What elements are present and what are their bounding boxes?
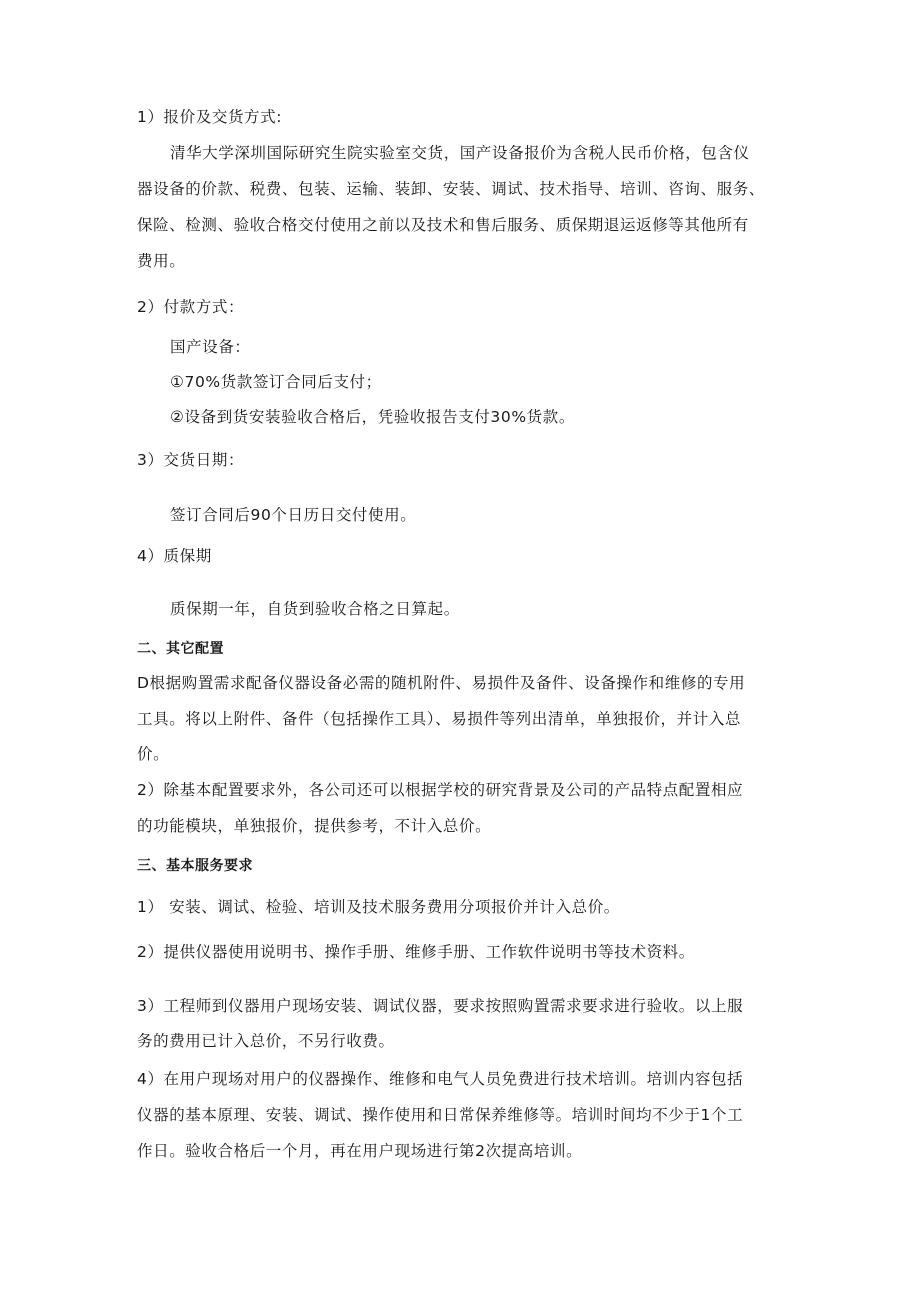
paragraph-line: 1） 安装、调试、检验、培训及技术服务费用分项报价并计入总价。	[137, 898, 620, 916]
paragraph-line: ②设备到货安装验收合格后，凭验收报告支付30%货款。	[170, 408, 575, 426]
paragraph-line: 作日。验收合格后一个月，再在用户现场进行第2次提高培训。	[137, 1142, 583, 1160]
paragraph-line: 保险、检测、验收合格交付使用之前以及技术和售后服务、质保期退运返修等其他所有	[137, 216, 749, 234]
paragraph-line: D根据购置需求配备仪器设备必需的随机附件、易损件及备件、设备操作和维修的专用	[137, 674, 746, 692]
paragraph-line: 2）除基本配置要求外，各公司还可以根据学校的研究背景及公司的产品特点配置相应	[137, 781, 744, 799]
paragraph-line: 的功能模块，单独报价，提供参考，不计入总价。	[137, 817, 492, 835]
paragraph-line: 器设备的价款、税费、包装、运输、装卸、安装、调试、技术指导、培训、咨询、服务、	[137, 180, 765, 198]
section-title-warranty: 4）质保期	[137, 547, 212, 565]
section-title-delivery: 3）交货日期：	[137, 451, 245, 469]
paragraph-line: 质保期一年，自货到验收合格之日算起。	[170, 600, 460, 618]
paragraph-line: 国产设备：	[170, 338, 251, 356]
paragraph-line: 签订合同后90个日历日交付使用。	[170, 506, 417, 524]
section-heading-other-config: 二、其它配置	[137, 641, 224, 657]
section-title-payment: 2）付款方式：	[137, 298, 245, 316]
paragraph-line: 3）工程师到仪器用户现场安装、调试仪器，要求按照购置需求要求进行验收。以上服	[137, 997, 744, 1015]
paragraph-line: 务的费用已计入总价，不另行收费。	[137, 1032, 395, 1050]
paragraph-line: 费用。	[137, 252, 186, 270]
paragraph-line: 2）提供仪器使用说明书、操作手册、维修手册、工作软件说明书等技术资料。	[137, 943, 695, 961]
section-heading-service: 三、基本服务要求	[137, 858, 253, 874]
paragraph-line: 清华大学深圳国际研究生院实验室交货，国产设备报价为含税人民币价格，包含仪	[170, 144, 750, 162]
paragraph-line: ①70%货款签订合同后支付；	[170, 373, 382, 391]
paragraph-line: 工具。将以上附件、备件（包括操作工具）、易损件等列出清单，单独报价，并计入总	[137, 710, 742, 728]
paragraph-line: 仪器的基本原理、安装、调试、操作使用和日常保养维修等。培训时间均不少于1个工	[137, 1106, 744, 1124]
paragraph-line: 价。	[137, 745, 170, 763]
paragraph-line: 4）在用户现场对用户的仪器操作、维修和电气人员免费进行技术培训。培训内容包括	[137, 1070, 744, 1088]
section-title-quote: 1）报价及交货方式:	[137, 108, 283, 126]
